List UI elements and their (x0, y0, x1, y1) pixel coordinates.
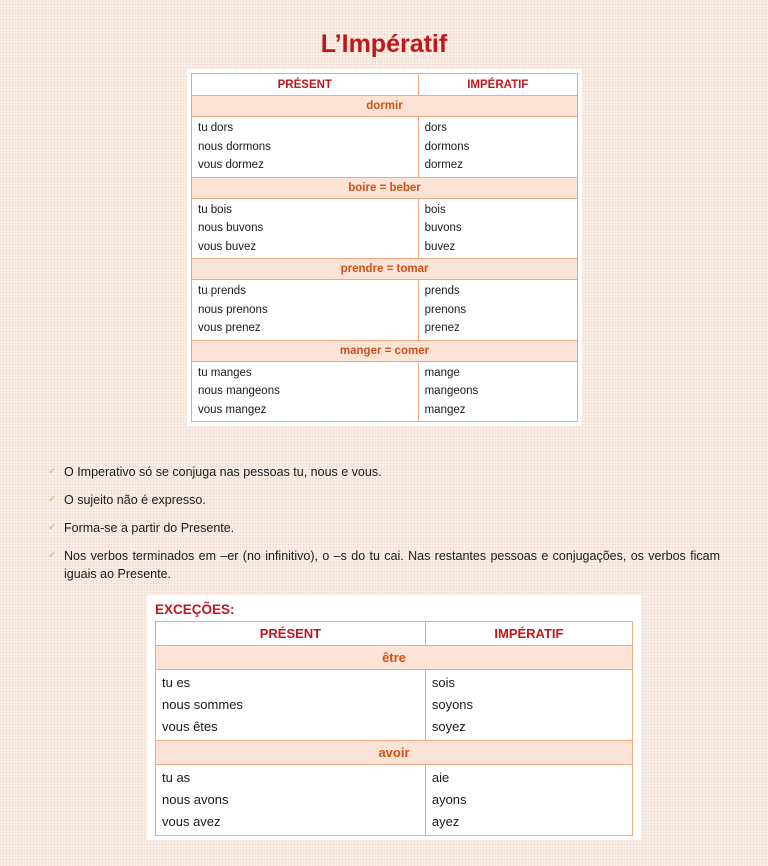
imperatif-cell (418, 280, 577, 341)
present-form: vous avez (162, 814, 221, 829)
verb-label: être (156, 646, 633, 670)
imperatif-form: dors (424, 122, 447, 134)
imperatif-form: buvons (424, 222, 462, 234)
verb-group-row (192, 177, 578, 198)
rule-text: O Imperativo só se conjuga nas pessoas tu, nous e vous. (64, 465, 382, 479)
rules-list (48, 463, 720, 593)
present-form: tu manges (198, 366, 252, 379)
exceptions-table (155, 621, 633, 836)
rule-text: O sujeito não é expresso. (64, 493, 206, 507)
verb-label: dormir (192, 96, 578, 117)
present-form: vous êtes (162, 719, 218, 734)
imperatif-form: mangez (424, 403, 466, 416)
imperatif-form: prenons (424, 303, 467, 316)
verb-label: avoir (156, 741, 633, 765)
verb-group-row (192, 259, 578, 280)
rule-item (48, 547, 720, 583)
conjugation-row (192, 361, 578, 422)
header-present: PRÉSENT (156, 622, 426, 646)
present-cell (192, 280, 419, 341)
present-form: vous dormez (198, 159, 264, 171)
conjugation-row (192, 280, 578, 341)
imperatif-cell (418, 117, 577, 178)
present-cell (192, 198, 419, 259)
rule-text: Forma-se a partir do Presente. (64, 521, 235, 535)
present-cell (156, 765, 426, 836)
conjugation-row (156, 670, 633, 741)
present-form: vous prenez (198, 322, 261, 334)
verb-label: boire = beber (192, 177, 578, 198)
conjugation-row (192, 198, 578, 259)
present-form: tu prends (198, 285, 246, 297)
conjugation-row (192, 117, 578, 178)
verb-group-row (192, 340, 578, 361)
rule-item (48, 491, 720, 509)
check-icon: ✓ (48, 550, 57, 561)
present-form: tu dors (198, 122, 234, 134)
check-icon: ✓ (48, 522, 57, 533)
imperatif-form: aie (431, 770, 450, 785)
imperatif-form: buvez (424, 240, 456, 253)
check-icon: ✓ (48, 494, 57, 505)
imperatif-form: ayons (431, 792, 467, 807)
present-form: nous mangeons (198, 385, 280, 397)
conjugation-table-panel (187, 69, 582, 426)
rule-item (48, 519, 720, 537)
present-form: nous prenons (198, 303, 268, 316)
imperatif-form: soyez (431, 719, 466, 734)
table-header-row (192, 74, 578, 96)
present-form: nous dormons (198, 140, 271, 153)
header-present: PRÉSENT (192, 74, 419, 96)
imperatif-form: dormons (424, 140, 470, 153)
present-form: tu as (162, 770, 191, 785)
verb-label: prendre = tomar (192, 259, 578, 280)
header-imperatif: IMPÉRATIF (425, 622, 632, 646)
imperatif-form: prenez (424, 322, 460, 334)
present-cell (192, 117, 419, 178)
present-form: nous buvons (198, 222, 264, 234)
rule-text: Nos verbos terminados em –er (no infinitivo), o –s do tu cai. Nas restantes pessoas e conjugações, os verbos ficam iguais ao Presente. (64, 549, 720, 581)
present-cell (156, 670, 426, 741)
page-title: L’Impératif (320, 30, 448, 58)
verb-label: manger = comer (192, 340, 578, 361)
imperatif-cell (425, 670, 632, 741)
present-form: vous mangez (198, 403, 267, 416)
imperatif-form: ayez (431, 814, 460, 829)
present-form: tu bois (198, 203, 232, 216)
exceptions-title: EXCEÇÕES: (155, 602, 235, 617)
present-form: nous avons (162, 792, 229, 807)
imperatif-cell (425, 765, 632, 836)
table-header-row (156, 622, 633, 646)
imperatif-cell (418, 198, 577, 259)
check-icon: ✓ (48, 466, 57, 477)
present-form: nous sommes (162, 697, 243, 712)
imperatif-form: soyons (431, 697, 474, 712)
conjugation-table (191, 73, 578, 422)
imperatif-form: prends (424, 285, 460, 297)
imperatif-form: sois (431, 675, 455, 690)
present-cell (192, 361, 419, 422)
verb-group-row (192, 96, 578, 117)
imperatif-form: dormez (424, 159, 463, 171)
imperatif-form: mange (424, 366, 460, 379)
imperatif-form: bois (424, 203, 446, 216)
verb-group-row (156, 741, 633, 765)
header-imperatif: IMPÉRATIF (418, 74, 577, 96)
present-form: tu es (162, 675, 191, 690)
rule-item (48, 463, 720, 481)
exceptions-panel (147, 595, 641, 840)
verb-group-row (156, 646, 633, 670)
present-form: vous buvez (198, 240, 257, 253)
imperatif-cell (418, 361, 577, 422)
conjugation-row (156, 765, 633, 836)
imperatif-form: mangeons (424, 385, 479, 397)
